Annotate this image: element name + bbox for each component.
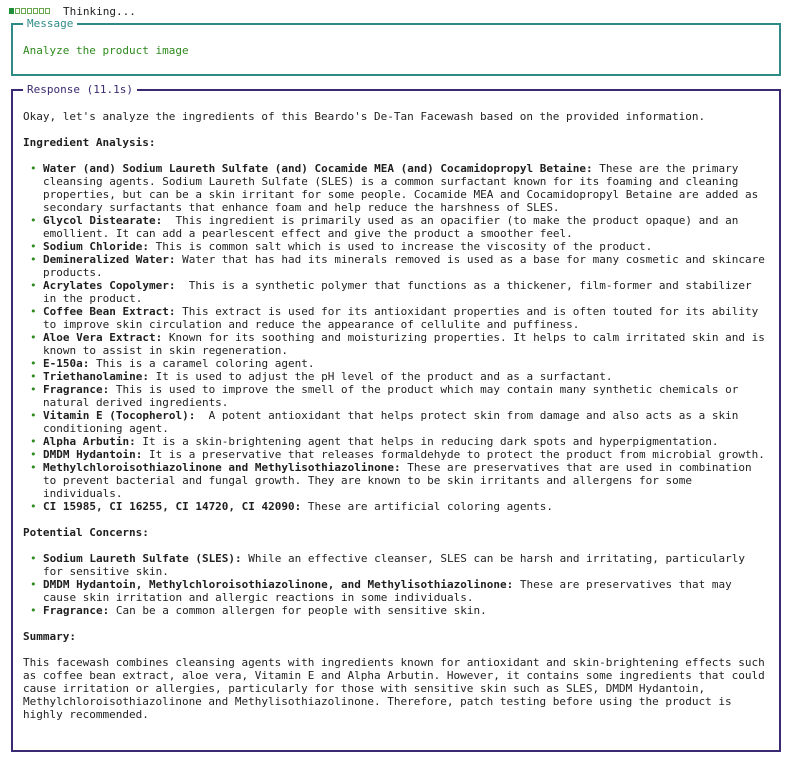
concern-item — [23, 552, 771, 578]
ingredient-item-description: This is common salt which is used to increase the viscosity of the product. — [148, 240, 653, 253]
spinner-segment — [27, 8, 32, 14]
message-panel-title: Message — [23, 17, 77, 30]
concern-item-description: While an effective cleanser, SLES can be harsh and irritating, particularly for sensitive skin. — [43, 552, 752, 578]
ingredient-list — [23, 162, 771, 513]
ingredient-item — [23, 500, 771, 513]
bullet-icon: • — [30, 461, 37, 474]
concern-item-term: Fragrance: — [43, 604, 110, 617]
ingredient-item-description: A potent antioxidant that helps protect skin from damage and also acts as a skin conditioning agent. — [43, 409, 746, 435]
ingredient-item-description: This ingredient is primarily used as an opacifier (to make the product opaque) and an emollient. It can add a pearlescent effect and give the product a smoother feel. — [43, 214, 746, 240]
spinner-segment — [21, 8, 26, 14]
status-text: Thinking... — [63, 4, 136, 18]
bullet-icon: • — [30, 162, 37, 175]
ingredient-item-description: This is a synthetic polymer that functions as a thickener, film-former and stabilizer in the product. — [43, 279, 759, 305]
ingredient-item — [23, 162, 771, 214]
spinner-segment — [39, 8, 44, 14]
ingredient-item-description: It is a skin-brightening agent that helps in reducing dark spots and hyperpigmentation. — [135, 435, 719, 448]
ingredient-item-description: Known for its soothing and moisturizing properties. It helps to calm irritated skin and is known to assist in skin regeneration. — [43, 331, 772, 357]
concerns-heading: Potential Concerns: — [23, 526, 149, 539]
ingredient-item — [23, 383, 771, 409]
ingredient-item — [23, 279, 771, 305]
summary-text: This facewash combines cleansing agents with ingredients known for antioxidant and skin-brightening effects such as coffee bean extract, aloe vera, Vitamin E and Alpha Arbutin. However, it contains some ingredients that could cause irritation or allergies, particularly for those with sensitive skin such as SLES, DMDM Hydantoin, Methylchloroisothiazolinone and Methylisothiazolinone. Therefore, patch testing before using the product is highly recommended. — [23, 656, 765, 721]
response-content — [23, 110, 771, 721]
ingredient-item — [23, 357, 771, 370]
bullet-icon: • — [30, 331, 37, 344]
response-intro: Okay, let's analyze the ingredients of this Beardo's De-Tan Facewash based on the provided information. — [23, 110, 706, 123]
ingredient-item-term: E-150a: — [43, 357, 90, 370]
bullet-icon: • — [30, 578, 37, 591]
ingredient-item-description: These are preservatives that are used in combination to prevent bacterial and fungal growth. They are known to be skin irritants and allergens for some individuals. — [43, 461, 759, 500]
concern-item-term: Sodium Laureth Sulfate (SLES): — [43, 552, 242, 565]
ingredient-item — [23, 214, 771, 240]
ingredient-item-term: Methylchloroisothiazolinone and Methylisothiazolinone: — [43, 461, 401, 474]
ingredient-item-term: Coffee Bean Extract: — [43, 305, 176, 318]
ingredient-item-term: Alpha Arbutin: — [43, 435, 136, 448]
ingredient-item-description: It is used to adjust the pH level of the product and as a surfactant. — [148, 370, 613, 383]
bullet-icon: • — [30, 214, 37, 227]
ingredient-item-description: This is used to improve the smell of the product which may contain many synthetic chemicals or natural derived ingredients. — [43, 383, 746, 409]
bullet-icon: • — [30, 370, 37, 383]
bullet-icon: • — [30, 448, 37, 461]
concerns-list — [23, 552, 771, 617]
ingredient-item-term: Water (and) Sodium Laureth Sulfate (and) Cocamide MEA (and) Cocamidopropyl Betaine: — [43, 162, 593, 175]
ingredient-item-term: Aloe Vera Extract: — [43, 331, 163, 344]
bullet-icon: • — [30, 409, 37, 422]
ingredient-item-description: It is a preservative that releases formaldehyde to protect the product from microbial growth. — [142, 448, 765, 461]
ingredient-item — [23, 240, 771, 253]
summary-heading: Summary: — [23, 630, 76, 643]
ingredient-item — [23, 435, 771, 448]
message-panel — [11, 17, 781, 76]
ingredient-item-term: Demineralized Water: — [43, 253, 176, 266]
concern-item — [23, 604, 771, 617]
ingredient-item-description: This extract is used for its antioxidant properties and is often touted for its ability to improve skin circulation and reduce the appearance of cellulite and puffiness. — [43, 305, 765, 331]
ingredient-item-term: Glycol Distearate: — [43, 214, 163, 227]
bullet-icon: • — [30, 552, 37, 565]
bullet-icon: • — [30, 500, 37, 513]
ingredient-item-term: CI 15985, CI 16255, CI 14720, CI 42090: — [43, 500, 302, 513]
response-panel-title: Response (11.1s) — [23, 83, 137, 96]
ingredient-item-term: Acrylates Copolymer: — [43, 279, 176, 292]
concern-item — [23, 578, 771, 604]
ingredient-item — [23, 448, 771, 461]
bullet-icon: • — [30, 383, 37, 396]
spinner-segment — [15, 8, 20, 14]
bullet-icon: • — [30, 305, 37, 318]
concern-item-description: Can be a common allergen for people with sensitive skin. — [109, 604, 487, 617]
ingredient-item-term: Triethanolamine: — [43, 370, 149, 383]
ingredient-item — [23, 461, 771, 500]
concern-item-term: DMDM Hydantoin, Methylchloroisothiazolinone, and Methylisothiazolinone: — [43, 578, 514, 591]
ingredient-item — [23, 409, 771, 435]
ingredient-item — [23, 370, 771, 383]
ingredient-item-description: This is a caramel coloring agent. — [89, 357, 315, 370]
ingredient-heading: Ingredient Analysis: — [23, 136, 156, 149]
bullet-icon: • — [30, 279, 37, 292]
ingredient-item-description: These are artificial coloring agents. — [301, 500, 553, 513]
ingredient-item — [23, 331, 771, 357]
spinner-segment — [9, 8, 14, 14]
ingredient-item-description: Water that has had its minerals removed is used as a base for many cosmetic and skincare products. — [43, 253, 772, 279]
bullet-icon: • — [30, 604, 37, 617]
status-bar — [9, 4, 136, 18]
ingredient-item — [23, 253, 771, 279]
ingredient-item-term: Sodium Chloride: — [43, 240, 149, 253]
concern-item-description: These are preservatives that may cause skin irritation and allergic reactions in some individuals. — [43, 578, 739, 604]
spinner-segment — [33, 8, 38, 14]
ingredient-item-term: Fragrance: — [43, 383, 110, 396]
ingredient-item — [23, 305, 771, 331]
message-text: Analyze the product image — [23, 44, 189, 57]
ingredient-item-description: These are the primary cleansing agents. Sodium Laureth Sulfate (SLES) is a common surfactant known for its foaming and cleaning properties, but can be a skin irritant for some people. Cocamide MEA and Cocamidopropyl Betaine are added as secondary surfactants that enhance foam and help reduce the harshness of SLES. — [43, 162, 765, 214]
ingredient-item-term: DMDM Hydantoin: — [43, 448, 143, 461]
ingredient-item-term: Vitamin E (Tocopherol): — [43, 409, 196, 422]
bullet-icon: • — [30, 240, 37, 253]
bullet-icon: • — [30, 357, 37, 370]
response-panel — [11, 83, 781, 752]
bullet-icon: • — [30, 435, 37, 448]
spinner-segment — [45, 8, 50, 14]
bullet-icon: • — [30, 253, 37, 266]
progress-spinner — [9, 8, 57, 14]
